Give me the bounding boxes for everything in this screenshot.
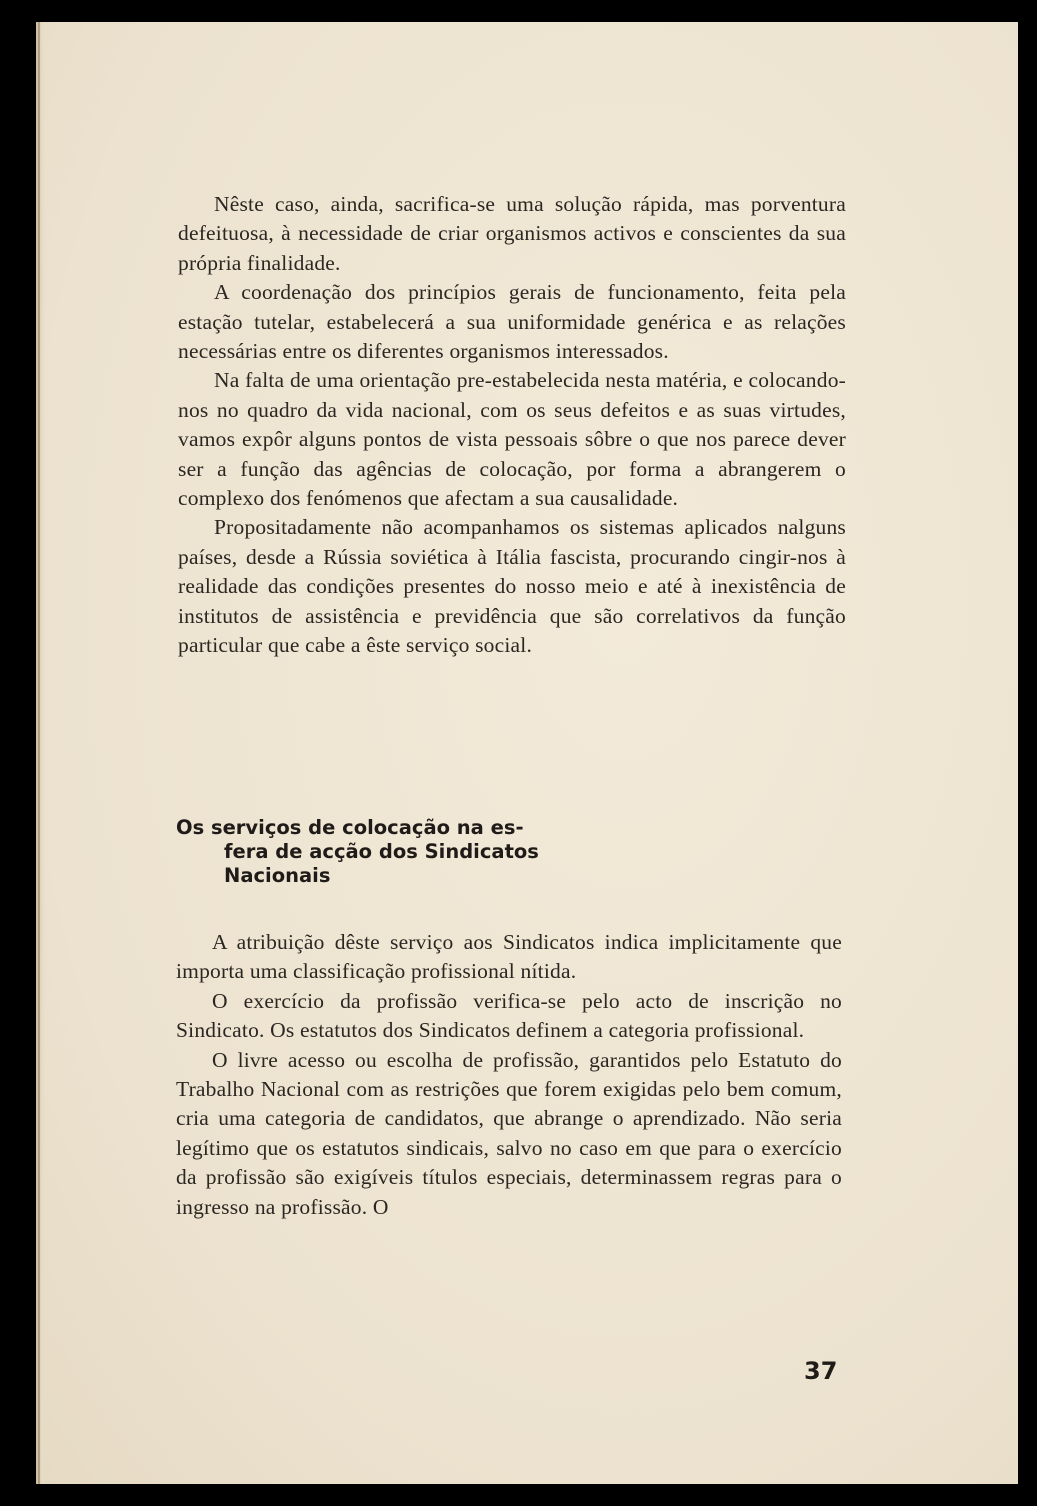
paragraph: Propositadamente não acompanhamos os sistemas aplicados nalguns países, desde a Rússia soviética à Itália fascista, procurando cingir-nos à realidade das condições presentes do nosso meio e até à inexistência de institutos de assistência e previdência que são correlativos da função particular que cabe a êste serviço social. xyxy=(178,515,846,658)
paragraph: Na falta de uma orientação pre-estabelecida nesta matéria, e colocando-nos no quadro da vida nacional, com os seus defeitos e as suas virtudes, vamos expôr alguns pontos de vista pessoais sôbre o que nos parece dever ser a função das agências de colocação, por forma a abrangerem o complexo dos fenómenos que afectam a sua causalidade. xyxy=(178,368,846,511)
paragraph: A atribuição dêste serviço aos Sindicatos indica implicitamente que importa uma classificação profissional nítida. xyxy=(176,930,842,984)
heading-line: fera de acção dos Sindicatos xyxy=(224,840,539,863)
paragraph: O livre acesso ou escolha de profissão, garantidos pelo Estatuto do Trabalho Nacional com as restrições que forem exigidas pelo bem comum, cria uma categoria de candidatos, que abrange o aprendizado. Não seria legítimo que os estatutos sindicais, salvo no caso em que para o exercício da profissão são exigíveis títulos especiais, determinassem regras para o ingresso na profissão. O xyxy=(176,1047,842,1219)
paragraph: O exercício da profissão verifica-se pelo acto de inscrição no Sindicato. Os estatutos dos Sindicatos definem a categoria profissional. xyxy=(176,988,842,1043)
heading-line: Os serviços de colocação na es- xyxy=(176,816,524,839)
body-text-top xyxy=(178,190,846,661)
spine-edge xyxy=(38,22,40,1484)
paragraph: A coordenação dos princípios gerais de funcionamento, feita pela estação tutelar, estabelecerá a sua uniformidade genérica e as relações necessárias entre os diferentes organismos interessados. xyxy=(178,280,846,364)
body-text-bottom xyxy=(176,928,842,1222)
paragraph: Nêste caso, ainda, sacrifica-se uma solução rápida, mas porventura defeituosa, à necessidade de criar organismos activos e conscientes da sua própria finalidade. xyxy=(178,192,846,275)
heading-line: Nacionais xyxy=(224,864,331,887)
section-heading xyxy=(176,816,576,888)
page-number: 37 xyxy=(804,1357,838,1385)
